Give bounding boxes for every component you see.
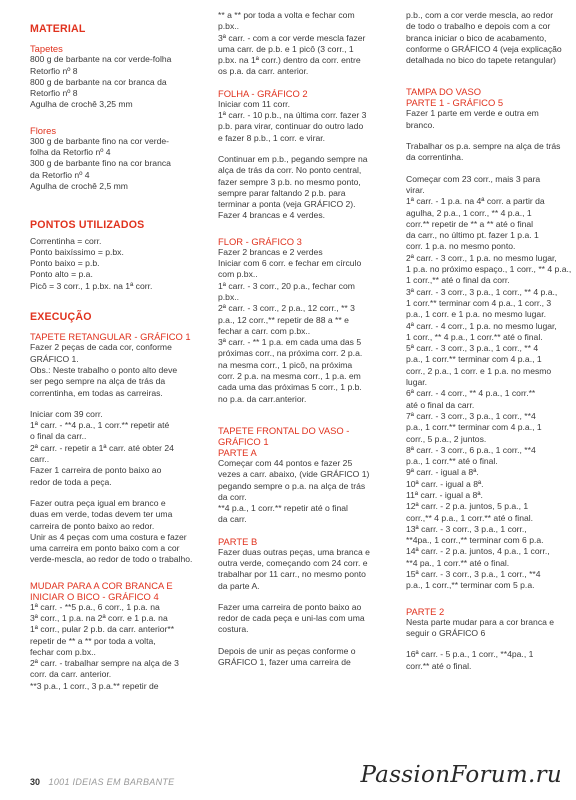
folha-continuation: Continuar em p.b., pegando sempre na alça de trás da corr. No ponto central, fazer sempre 3 p.b. no mesmo ponto, sempre parar faltando 2 p.b. para terminar a ponta (veja GRÁFICO 2). Fazer 4 brancas e 4 verdes. xyxy=(218,153,368,221)
watermark-logo: PassionForum.ru xyxy=(360,762,562,788)
column-middle xyxy=(218,10,394,668)
tapete-retangular-assembly: Fazer outra peça igual em branco e duas em verde, todas devem ter uma carreira de ponto baixo ao redor. Unir as 4 peças com uma costura e fazer uma carreira em ponto baixo com a cor verde-mescla, ao redor de todo o trabalho. xyxy=(30,497,193,565)
tapete-retangular-steps: Iniciar com 39 corr. 1ª carr. - **4 p.a., 1 corr.** repetir até o final da carr.. 2ª carr. - repetir a 1ª carr. até obter 24 carr.. Fazer 1 carreira de ponto baixo ao redor de toda a peça. xyxy=(30,408,174,487)
parte-b-steps: Fazer duas outras peças, uma branca e outra verde, começando com 24 corr. e trabalhar por 11 carr., no mesmo ponto da parte A. xyxy=(218,546,370,591)
subheading-mudar-cor: MUDAR PARA A COR BRANCA E INICIAR O BICO - GRÁFICO 4 xyxy=(30,579,173,602)
mudar-cor-steps: 1ª carr. - **5 p.a., 6 corr., 1 p.a. na 3ª corr., 1 p.a. na 2ª corr. e 1 p.a. na 1ª corr., pular 2 p.b. da carr. anterior** repetir de ** a ** por toda a volta, fechar com p.bx.. 2ª carr. - trabalhar sempre na alça de 3 corr. da carr. anterior. **3 p.a., 1 corr., 3 p.a.** repetir de xyxy=(30,601,179,691)
subheading-folha: FOLHA - GRÁFICO 2 xyxy=(218,87,308,99)
flor-steps: Fazer 2 brancas e 2 verdes Iniciar com 6 corr. e fechar em círculo com p.bx.. 1ª carr. - 3 corr., 20 p.a., fechar com p.bx.. 2ª carr. - 3 corr., 2 p.a., 12 corr., ** 3 p.a., 12 corr.,** repetir de 88 a ** e fechar a carr. com p.bx.. 3ª carr. - ** 1 p.a. em cada uma das 5 próximas corr., na próxima corr. 2 p.a. na mesma corr., 1 picô, na próxima corr. 2 p.a. na mesma corr., 1 p.a. em cada uma das próximas 5 corr., 1 p.b. no p.a. da carr.anterior. xyxy=(218,246,363,404)
tampa-steps: Começar com 23 corr., mais 3 para virar. 1ª carr. - 1 p.a. na 4ª corr. a partir da agulha, 2 p.a., 1 corr., ** 4 p.a., 1 corr.** repetir de ** a ** até o final da carr., no último pt. fazer 1 p.a. 1 corr. 1 p.a. no mesmo ponto. 2ª carr. - 3 corr., 1 p.a. no mesmo lugar, 1 p.a. no próximo espaço., 1 corr., ** 4 p.a., 1 corr.,** até o final da corr. 3ª carr. - 3 corr., 3 p.a., 1 corr., ** 4 p.a., 1 corr.** terminar com 4 p.a., 1 corr., 3 p.a., 1 corr. e 1 p.a. no mesmo lugar. 4ª carr. - 4 corr., 1 p.a. no mesmo lugar, 1 corr., ** 4 p.a., 1 corr.** até o final. 5ª carr. - 3 corr., 3 p.a., 1 corr., ** 4 p.a., 1 corr.** terminar com 4 p.a., 1 corr., 2 p.a., 1 corr. e 1 p.a. no mesmo lugar. 6ª carr. - 4 corr., ** 4 p.a., 1 corr.** até o final da carr. 7ª carr. - 3 corr., 3 p.a., 1 corr., **4 p.a., 1 corr.** terminar com 4 p.a., 1 corr., 5 p.a., 2 juntos. 8ª carr. - 3 corr., 6 p.a., 1 corr., **4 p.a., 1 corr.** até o final. 9ª carr. - igual a 8ª. 10ª carr. - igual a 8ª. 11ª carr. - igual a 8ª. 12ª carr. - 2 p.a. juntos, 5 p.a., 1 corr.,** 4 p.a., 1 corr.** até o final. 13ª carr. - 3 corr., 3 p.a., 1 corr., **4pa., 1 corr.,** terminar com 6 p.a. 14ª carr. - 2 p.a. juntos, 4 p.a., 1 corr., **4 pa., 1 corr.** até o final. 15ª carr. - 3 corr., 3 p.a., 1 corr., **4 p.a., 1 corr.,** terminar com 5 p.a. xyxy=(406,173,572,591)
tapete-retangular-intro: Fazer 2 peças de cada cor, conforme GRÁFICO 1. Obs.: Neste trabalho o ponto alto deve ser pego sempre na alça de trás da correntinha, em todas as carreiras. xyxy=(30,342,178,398)
tampa-intro: Fazer 1 parte em verde e outra em branco. xyxy=(406,108,539,130)
publication-name: 1001 IDEIAS EM BARBANTE xyxy=(48,777,175,787)
subheading-tapete-retangular: TAPETE RETANGULAR - GRÁFICO 1 xyxy=(30,331,191,343)
heading-material: MATERIAL xyxy=(30,23,86,35)
subheading-parte-b: PARTE B xyxy=(218,535,258,547)
tapetes-materials-text: 800 g de barbante na cor verde-folha Retorfio nº 8 800 g de barbante na cor branca da Retorfio nº 8 Agulha de crochê 3,25 mm xyxy=(30,54,172,110)
subheading-tampa: TAMPA DO VASO PARTE 1 - GRÁFICO 5 xyxy=(406,86,504,109)
subheading-flor: FLOR - GRÁFICO 3 xyxy=(218,235,302,247)
subheading-tapetes: Tapetes xyxy=(30,43,63,55)
parte-b-border: Fazer uma carreira de ponto baixo ao redor de cada peça e uni-las com uma costura. xyxy=(218,601,365,635)
page-number: 30 xyxy=(30,777,41,787)
parte-2-steps: 16ª carr. - 5 p.a., 1 corr., **4pa., 1 corr.** até o final. xyxy=(406,649,534,671)
column-left xyxy=(30,24,198,692)
parte-b-join: Depois de unir as peças conforme o GRÁFICO 1, fazer uma carreira de xyxy=(218,645,356,668)
column-right xyxy=(406,10,576,770)
continuation-text-right: p.b., com a cor verde mescla, ao redor de todo o trabalho e depois com a cor branca iniciar o bico de acabamento, conforme o GRÁFICO 4 (veja explicação detalhada no bico do tapete retangular) xyxy=(406,10,562,66)
subheading-parte-a: PARTE A xyxy=(218,446,257,458)
folha-steps: Iniciar com 11 corr. 1ª carr. - 10 p.b., na última corr. fazer 3 p.b. para virar, continuar do outro lado e fazer 8 p.b., 1 corr. e virar. xyxy=(218,98,367,143)
subheading-tapete-frontal: TAPETE FRONTAL DO VASO - GRÁFICO 1 xyxy=(218,424,350,447)
subheading-flores: Flores xyxy=(30,124,57,136)
heading-execucao: EXECUÇÃO xyxy=(30,311,92,324)
tampa-note: Trabalhar os p.a. sempre na alça de trás da correntinha. xyxy=(406,141,561,163)
page-footer xyxy=(30,777,174,787)
subheading-parte-2: PARTE 2 xyxy=(406,605,445,617)
continuation-text: ** a ** por toda a volta e fechar com p.bx.. 3ª carr. - com a cor verde mescla fazer uma carr. de p.b. e 1 picô (3 corr., 1 p.bx. na 1ª corr.) dentro da corr. entre os p.a. da carr. anterior. xyxy=(218,10,366,77)
heading-pontos-utilizados: PONTOS UTILIZADOS xyxy=(30,219,145,232)
parte-a-steps: Começar com 44 pontos e fazer 25 vezes a carr. abaixo, (vide GRÁFICO 1) pegando sempre o p.a. na alça de trás da corr. **4 p.a., 1 corr.** repetir até o final da carr. xyxy=(218,457,370,525)
flores-materials-text: 300 g de barbante fino na cor verde- folha da Retorfio nº 4 300 g de barbante fino na cor branca da Retorfio nº 4 Agulha de crochê 2,5 mm xyxy=(30,135,171,191)
pontos-list: Correntinha = corr. Ponto baixíssimo = p.bx. Ponto baixo = p.b. Ponto alto = p.a. Picô = 3 corr., 1 p.bx. na 1ª corr. xyxy=(30,235,153,291)
parte-2-intro: Nesta parte mudar para a cor branca e seguir o GRÁFICO 6 xyxy=(406,616,555,638)
